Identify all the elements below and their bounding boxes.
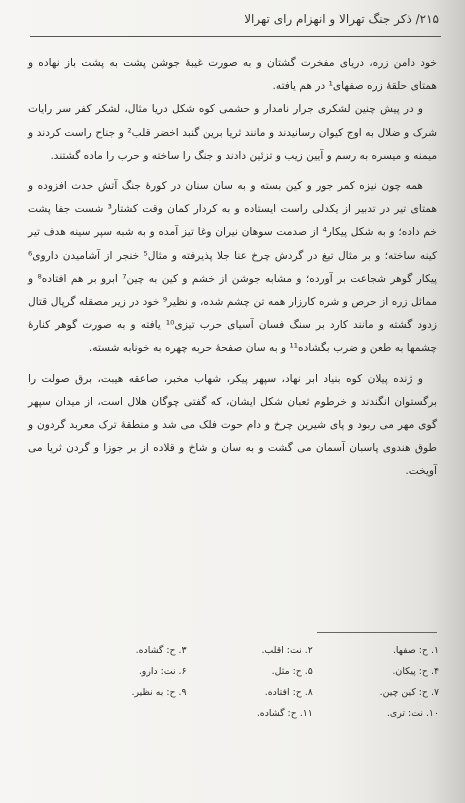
footnote: ۲. نت: اقلب. <box>261 645 313 656</box>
footnote-row <box>60 703 439 724</box>
footnote: ۴. ح: پیکان. <box>392 666 439 677</box>
running-header: ۲۱۵/ ذکر جنگ تهرالا و انهزام رای تهرالا <box>244 12 439 26</box>
footnote: ۵. ح: مثل. <box>271 666 313 677</box>
paragraph-2: و در پیش چنین لشکری جرار نامدار و حشمی کوه شکل دریا مثال، لشکر کفر سر رایات شرک و ضلال به اوج کیوان رسانیدند و مانند ثریا برین گنبد اخضر قلب² و جناح راست کردند و میمنه و میسره به رسم و آیین زیب و تزئین دادند و جنگ را ساخته و حرب را ماده گشتند. <box>28 103 437 162</box>
footnote: ۹. ح: به نظیر. <box>131 687 187 698</box>
paragraph-1: خود دامن زره، دریای مفخرت گشتان و به صورت غیبهٔ جوشن پشت به پشت باز نهاده و همتای حلقهٔ زره صفهای¹ در هم یافته. <box>28 57 437 93</box>
footnote <box>60 703 186 724</box>
paragraph-4: و ژنده پیلان کوه بنیاد ابر نهاد، سپهر پیکر، شهاب مخبر، صاعقه هیبت، برق صولت را برگستوان انگندند و خرطوم ثعبان شکل ایشان، که گفتی چوگان هلال است، از میدان سپهر گوی مهر می ربود و پای شیرین چرخ و دام حوت فلک می شد و منطقهٔ ترک معربد گردون و طوق هندوی پاسبان آسمان می گشت و به سان و شاخ و قلاده از بر جوزا و گردن ثریا می آویخت. <box>28 372 437 478</box>
footnote-separator <box>317 632 437 633</box>
footnote: ۳. ح: گشاده. <box>135 645 187 656</box>
footnote: ۷. ح: کین چین. <box>379 687 439 698</box>
footnote: ۱. ح: صفها. <box>392 645 439 656</box>
footnote-row <box>60 640 439 661</box>
footnote-row <box>60 682 439 703</box>
header-rule <box>30 36 441 37</box>
footnote: ۱۱. ح: گشاده. <box>256 708 313 719</box>
main-text <box>28 52 437 484</box>
footnotes <box>60 640 439 724</box>
footnote: ۶. نت: دارو. <box>138 666 187 677</box>
footnote: ۱۰. نت: تری. <box>386 708 439 719</box>
footnote: ۸. ح: افتاده. <box>264 687 313 698</box>
paragraph-3: همه چون نیزه کمر جور و کین بسته و به سان سنان در کورهٔ جنگ آتش حدت افزوده و همتای تیر در تدبیر از یکدلی راست ایستاده و به کردار کمان وقت کشتار³ شست جفا پشت خم داده؛ و به شکل پیکار⁴ از صدمت سوهان نیران وغا تیز آمده و به شبه سپر سینه هدف تیر کینه ساخته؛ و بر مثال تیغ در گردش چرخ عنا جلا پذیرفته و مثال⁵ خنجر از آشامیدن داروی⁶ پیکار گوهر شجاعت بر آورده؛ و مشابه جوشن از خشم و کین به چین⁷ ابرو بر هم افتاده⁸ و مماثل زره از حرص و شره کارزار همه تن چشم شده، و نظیر⁹ خود در زیر مصقله گرپال قتال زدود گشته و مانند کارد بر سنگ فسان آسیای حرب تیزی¹⁰ یافته و به صورت گوهر کنارهٔ چشمها به طعن و ضرب بگشاده¹¹ و به سان صفحهٔ حربه چهره به خونابه شسته. <box>28 180 438 355</box>
footnote-row <box>60 661 439 682</box>
